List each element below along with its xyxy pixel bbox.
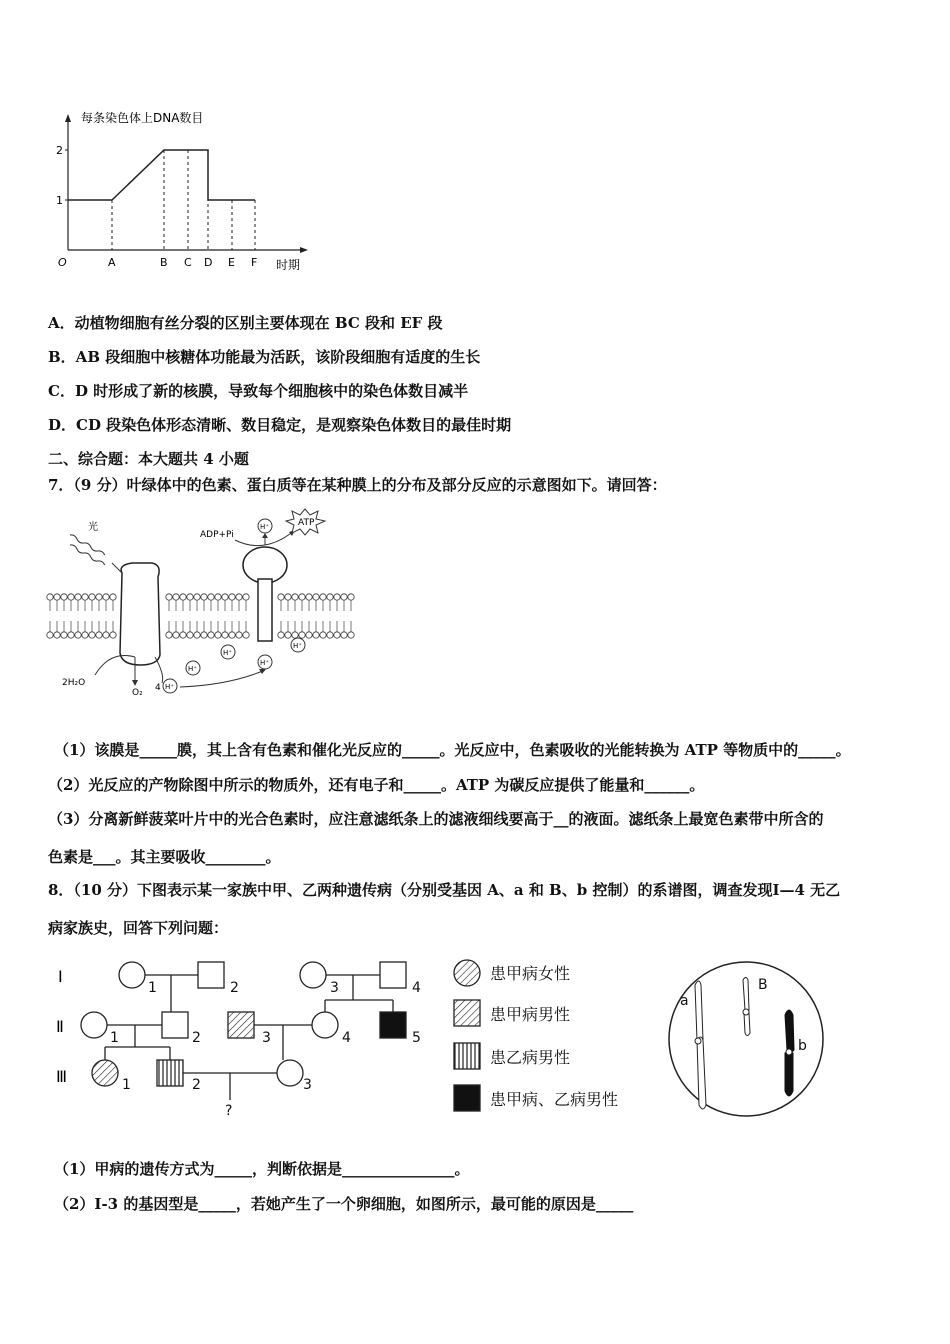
svg-text:H⁺: H⁺ bbox=[188, 665, 197, 673]
series-line bbox=[68, 150, 255, 200]
section-2-title: 二、综合题：本大题共 4 小题 bbox=[48, 450, 249, 468]
x-tick-label: A bbox=[108, 256, 116, 269]
svg-text:H⁺: H⁺ bbox=[223, 649, 232, 657]
light-label: 光 bbox=[88, 522, 98, 533]
chromosome-B-label: B bbox=[758, 977, 768, 993]
label-I2: 2 bbox=[230, 980, 239, 996]
legend-label-3: 患乙病男性 bbox=[490, 1048, 571, 1067]
x-axis-arrow bbox=[300, 247, 308, 253]
chart-axes bbox=[65, 114, 308, 253]
x-tick-label: C bbox=[184, 256, 192, 269]
y-tick-label: 2 bbox=[56, 144, 63, 157]
question-8-title-line1: 8．（10 分）下图表示某一家族中甲、乙两种遗传病（分别受基因 A、a 和 B、b 控制）的系谱图，调查发现Ⅰ—4 无乙 bbox=[48, 881, 841, 899]
chart-labels bbox=[56, 110, 300, 272]
legend-label-4: 患甲病、乙病男性 bbox=[490, 1090, 619, 1109]
legend-female-a-icon bbox=[454, 960, 480, 986]
label-I3: 3 bbox=[330, 980, 339, 996]
oxygen-label: O₂ bbox=[132, 688, 143, 698]
label-unknown: ? bbox=[225, 1103, 233, 1119]
generation-2-label: Ⅱ bbox=[56, 1017, 64, 1036]
svg-text:H⁺: H⁺ bbox=[260, 659, 269, 667]
III-2-affected-male-b bbox=[157, 1060, 183, 1086]
svg-text:H⁺: H⁺ bbox=[165, 683, 174, 691]
lipid-bilayer bbox=[47, 594, 354, 638]
label-I4: 4 bbox=[412, 980, 421, 996]
photosystem-complex bbox=[120, 563, 160, 665]
origin-label: O bbox=[58, 256, 67, 269]
legend-label-1: 患甲病女性 bbox=[490, 964, 571, 983]
II-5-affected-male-ab bbox=[380, 1012, 406, 1038]
q7-sub3-line2: 色素是___。其主要吸收________。 bbox=[48, 848, 281, 866]
x-axis-label: 时期 bbox=[276, 258, 301, 272]
II-1-female bbox=[81, 1012, 107, 1038]
q7-sub1: （1）该膜是_____膜，其上含有色素和催化光反应的_____。光反应中，色素吸收的光能转换为 ATP 等物质中的_____。 bbox=[54, 741, 851, 759]
label-III3: 3 bbox=[303, 1077, 312, 1093]
y-axis-arrow bbox=[65, 114, 71, 122]
h-plus-middle bbox=[221, 645, 235, 659]
option-a: A．动植物细胞有丝分裂的区别主要体现在 BC 段和 EF 段 bbox=[48, 314, 443, 332]
I-4-male bbox=[380, 962, 406, 988]
label-III2: 2 bbox=[192, 1077, 201, 1093]
q7-sub3-line1: （3）分离新鲜菠菜叶片中的光合色素时，应注意滤纸条上的滤液细线要高于__的液面。滤纸条上最宽色素带中所含的 bbox=[48, 810, 824, 828]
h-plus-bottom-center bbox=[258, 655, 272, 669]
legend-male-ab-icon bbox=[454, 1085, 480, 1111]
III-1-affected-female-a bbox=[92, 1060, 118, 1086]
II-3-affected-male-a bbox=[228, 1012, 254, 1038]
atp-label: ATP bbox=[298, 518, 315, 528]
x-tick-label: B bbox=[160, 256, 168, 269]
label-III1: 1 bbox=[122, 1077, 131, 1093]
legend-label-2: 患甲病男性 bbox=[490, 1005, 571, 1024]
label-I1: 1 bbox=[148, 980, 157, 996]
label-II5: 5 bbox=[412, 1030, 421, 1046]
label-II3: 3 bbox=[262, 1030, 271, 1046]
y-axis-label: 每条染色体上DNA数目 bbox=[81, 111, 204, 125]
adp-label: ADP+Pi bbox=[200, 530, 234, 540]
label-II4: 4 bbox=[342, 1030, 351, 1046]
four-label: 4 bbox=[155, 683, 161, 693]
chromosome-b-label: b bbox=[798, 1038, 807, 1054]
generation-1-label: Ⅰ bbox=[58, 967, 63, 986]
option-d: D．CD 段染色体形态清晰、数目稳定，是观察染色体数目的最佳时期 bbox=[48, 416, 512, 434]
label-II1: 1 bbox=[110, 1030, 119, 1046]
II-2-male bbox=[162, 1012, 188, 1038]
chromosome-a-label: a bbox=[680, 993, 689, 1009]
generation-3-label: Ⅲ bbox=[56, 1067, 68, 1086]
III-3-female bbox=[277, 1060, 303, 1086]
x-tick-label: F bbox=[251, 256, 258, 269]
question-7-title: 7．（9 分）叶绿体中的色素、蛋白质等在某种膜上的分布及部分反应的示意图如下。请回答： bbox=[48, 476, 667, 494]
svg-text:H⁺: H⁺ bbox=[293, 642, 302, 650]
h-plus-water bbox=[163, 679, 177, 693]
q8-sub1: （1）甲病的遗传方式为_____，判断依据是_______________。 bbox=[54, 1160, 470, 1178]
x-tick-label: D bbox=[204, 256, 213, 269]
x-tick-label: E bbox=[228, 256, 235, 269]
label-II2: 2 bbox=[192, 1030, 201, 1046]
I-1-female bbox=[119, 962, 145, 988]
svg-text:H⁺: H⁺ bbox=[260, 523, 269, 531]
dna-per-chromosome-chart bbox=[50, 105, 320, 280]
option-b: B．AB 段细胞中核糖体功能最为活跃，该阶段细胞有适度的生长 bbox=[48, 348, 481, 366]
thylakoid-membrane-diagram bbox=[40, 505, 370, 700]
h-plus-left bbox=[186, 661, 200, 675]
legend-male-a-icon bbox=[454, 1000, 480, 1026]
I-2-male bbox=[198, 962, 224, 988]
q7-sub2: （2）光反应的产物除图中所示的物质外，还有电子和_____。ATP 为碳反应提供了能量和______。 bbox=[48, 776, 705, 794]
water-label: 2H₂O bbox=[62, 678, 86, 688]
q8-sub2: （2）Ⅰ-3 的基因型是_____，若她产生了一个卵细胞，如图所示，最可能的原因是_____ bbox=[54, 1195, 634, 1213]
I-3-female bbox=[300, 962, 326, 988]
option-c: C．D 时形成了新的核膜，导致每个细胞核中的染色体数目减半 bbox=[48, 382, 469, 400]
II-4-female bbox=[312, 1012, 338, 1038]
h-plus-top bbox=[258, 519, 272, 533]
y-tick-label: 1 bbox=[56, 194, 63, 207]
h-plus-right bbox=[291, 638, 305, 652]
chart-marks bbox=[68, 150, 255, 250]
pedigree-diagram bbox=[50, 955, 910, 1130]
legend-male-b-icon bbox=[454, 1043, 480, 1069]
question-8-title-line2: 病家族史，回答下列问题： bbox=[48, 919, 229, 937]
